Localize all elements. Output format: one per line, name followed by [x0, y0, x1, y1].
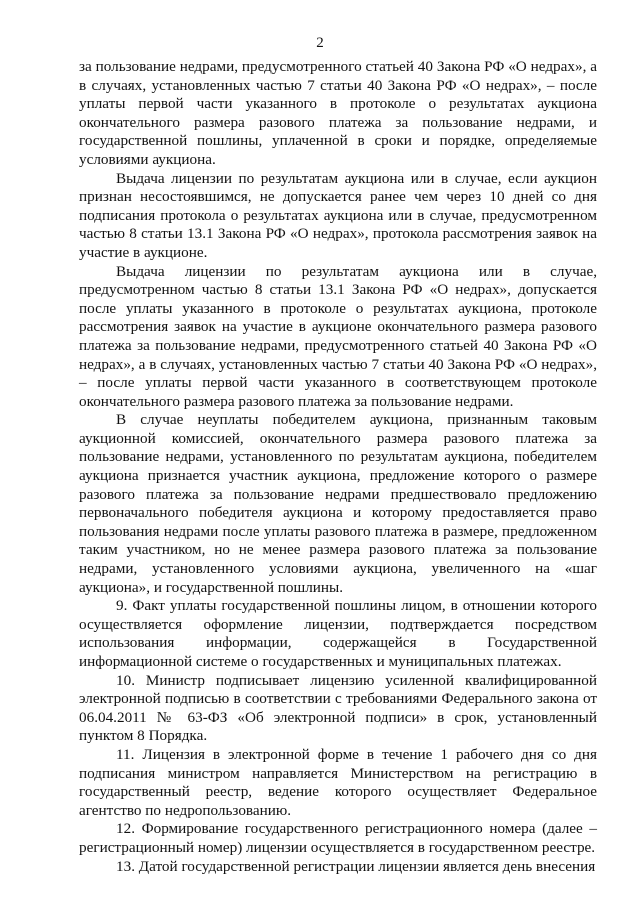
- page-number: 2: [316, 35, 324, 51]
- paragraph-winner-nonpayment: В случае неуплаты победителем аукциона, признанным таковым аукционной комиссией, окончательного размера разового платежа за пользование недрами, установленного по результатам аукциона, победителем аукциона признается участник аукциона, предложение которого о размере разового платежа за пользование недрами предшествовало предложению первоначального победителя аукциона и которому предоставляется право пользования недрами после уплаты разового платежа в размере, предложенном таким участником, но не менее размера разового платежа за пользование недрами, установленного условиями аукциона, увеличенного на «шаг аукциона», и государственной пошлины.: [79, 411, 597, 596]
- document-body: [79, 58, 597, 876]
- paragraph-item-10: 10. Министр подписывает лицензию усиленной квалифицированной электронной подписью в соответствии с требованиями Федерального закона от 06.04.2011 № 63-ФЗ «Об электронной подписи» в срок, установленный пунктом 8 Порядка.: [79, 671, 597, 745]
- paragraph-license-issue-payment: Выдача лицензии по результатам аукциона или в случае, предусмотренном частью 8 статьи 13.1 Закона РФ «О недрах», допускается после уплаты указанного в протоколе о результатах аукциона, протоколе рассмотрения заявок на участие в аукционе окончательного размера разового платежа за пользование недрами, предусмотренного статьей 40 Закона РФ «О недрах», а в случаях, установленных частью 7 статьи 40 Закона РФ «О недрах», – после уплаты первой части указанного в соответствующем протоколе окончательного размера разового платежа за пользование недрами.: [79, 262, 597, 410]
- paragraph-item-11: 11. Лицензия в электронной форме в течение 1 рабочего дня со дня подписания министром направляется Министерством на регистрацию в государственный реестр, ведение которого осуществляет Федеральное агентство по недропользованию.: [79, 745, 597, 819]
- paragraph-continuation: за пользование недрами, предусмотренного статьей 40 Закона РФ «О недрах», а в случаях, установленных частью 7 статьи 40 Закона РФ «О недрах», – после уплаты первой части указанного в протоколе о результатах аукциона окончательного размера разового платежа за пользование недрами, и государственной пошлины, уплаченной в сроки и порядке, определяемые условиями аукциона.: [79, 58, 597, 168]
- paragraph-license-issue-timing: Выдача лицензии по результатам аукциона или в случае, если аукцион признан несостоявшимся, не допускается ранее чем через 10 дней со дня подписания протокола о результатах аукциона или в случае, предусмотренном частью 8 статьи 13.1 Закона РФ «О недрах», протокола рассмотрения заявок на участие в аукционе.: [79, 169, 597, 261]
- paragraph-item-13: 13. Датой государственной регистрации лицензии является день внесения: [116, 857, 596, 875]
- paragraph-item-12: 12. Формирование государственного регистрационного номера (далее – регистрационный номер) лицензии осуществляется в государственном реестре.: [79, 820, 597, 856]
- paragraph-item-9: 9. Факт уплаты государственной пошлины лицом, в отношении которого осуществляется оформление лицензии, подтверждается посредством использования информации, содержащейся в Государственной информационной системе о государственных и муниципальных платежах.: [79, 597, 597, 670]
